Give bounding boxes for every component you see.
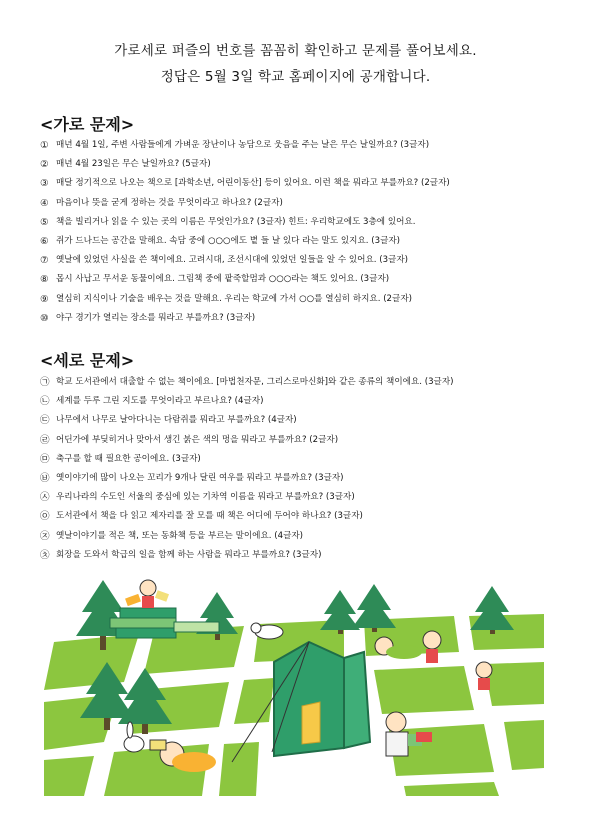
question-text: 마음이나 뜻을 굳게 정하는 것을 무엇이라고 하나요? (2글자) bbox=[56, 197, 283, 208]
question-text: 학교 도서관에서 대출할 수 없는 책이에요. [마법천자문, 그리스로마신화]와 같은 종류의 책이에요. (3글자) bbox=[56, 377, 454, 387]
question-text: 야구 경기가 열리는 장소를 뭐라고 부를까요? (3글자) bbox=[56, 312, 256, 323]
down-question bbox=[40, 411, 560, 430]
question-number: ⑧ bbox=[40, 274, 49, 286]
down-question bbox=[40, 527, 560, 546]
question-text: 나무에서 나무로 날아다니는 다람쥐를 뭐라고 부를까요? (4글자) bbox=[56, 415, 297, 426]
question-number: ㉣ bbox=[40, 434, 50, 446]
question-number: ㉨ bbox=[40, 530, 50, 542]
question-text: 옛날이야기를 적은 책, 또는 동화책 등을 부르는 말이에요. (4글자) bbox=[56, 530, 304, 541]
girl-on-books bbox=[125, 580, 169, 608]
down-question bbox=[40, 392, 560, 411]
across-question bbox=[40, 309, 560, 328]
question-number: ① bbox=[40, 140, 49, 151]
question-number: ㉦ bbox=[40, 492, 50, 504]
question-number: ㉧ bbox=[40, 511, 50, 523]
question-number: ㉥ bbox=[40, 473, 50, 485]
question-text: 매년 4월 23일은 무슨 날일까요? (5글자) bbox=[56, 159, 211, 170]
tree-icon bbox=[196, 592, 238, 640]
question-text: 열심히 지식이나 기술을 배우는 것을 말해요. 우리는 학교에 가서 ○○를 열심히 하지요. (2글자) bbox=[56, 293, 412, 304]
question-number: ③ bbox=[40, 178, 49, 190]
down-question bbox=[40, 373, 560, 392]
question-number: ㉤ bbox=[40, 453, 50, 465]
instructions-header bbox=[0, 38, 591, 90]
question-text: 몹시 사납고 무서운 동물이에요. 그림책 중에 팥죽할멈과 ○○○라는 책도 있어요. (3글자) bbox=[56, 274, 390, 285]
down-question bbox=[40, 431, 560, 450]
across-section-title: <가로 문제> bbox=[40, 115, 135, 134]
across-question bbox=[40, 232, 560, 251]
question-text: 매달 정기적으로 나오는 책으로 [과학소년, 어린이동산] 등이 있어요. 이런 책을 뭐라고 부를까요? (2글자) bbox=[56, 178, 450, 189]
question-text: 매년 4월 1일, 주변 사람들에게 가벼운 장난이나 농담으로 웃음을 주는 날은 무슨 날일까요? (3글자) bbox=[56, 140, 430, 150]
question-text: 축구를 할 때 필요한 공이에요. (3글자) bbox=[56, 453, 201, 464]
across-question bbox=[40, 155, 560, 174]
question-number: ⑥ bbox=[40, 236, 49, 248]
question-number: ㉠ bbox=[40, 377, 50, 388]
down-section-title: <세로 문제> bbox=[40, 351, 135, 370]
question-text: 옛날에 있었던 사실을 쓴 책이에요. 고려시대, 조선시대에 있었던 일들을 알 수 있어요. (3글자) bbox=[56, 255, 409, 266]
across-question bbox=[40, 270, 560, 289]
question-number: ㉡ bbox=[40, 396, 50, 408]
down-question bbox=[40, 507, 560, 526]
across-question bbox=[40, 194, 560, 213]
question-text: 우리나라의 수도인 서울의 중심에 있는 기차역 이름을 뭐라고 부를까요? (3글자) bbox=[56, 492, 355, 503]
question-text: 도서관에서 책을 다 읽고 제자리를 잘 모를 때 책은 어디에 두어야 하나요? (3글자) bbox=[56, 511, 363, 522]
question-number: ④ bbox=[40, 197, 49, 209]
question-number: ⑩ bbox=[40, 312, 49, 324]
question-text: 책을 빌리거나 읽을 수 있는 곳의 이름은 무엇인가요? (3글자) 힌트: 우리학교에도 3층에 있어요. bbox=[56, 216, 416, 227]
across-question bbox=[40, 251, 560, 270]
reading-park-illustration bbox=[44, 572, 544, 796]
across-question bbox=[40, 136, 560, 155]
across-question bbox=[40, 213, 560, 232]
down-question bbox=[40, 469, 560, 488]
question-text: 세계를 두루 그린 지도를 무엇이라고 부르나요? (4글자) bbox=[56, 396, 264, 407]
question-number: ⑨ bbox=[40, 293, 49, 305]
across-question bbox=[40, 174, 560, 193]
question-number: ⑤ bbox=[40, 216, 49, 228]
question-text: 옛이야기에 많이 나오는 꼬리가 9개나 달린 여우를 뭐라고 부를까요? (3글자) bbox=[56, 473, 344, 484]
across-question-list bbox=[40, 136, 560, 328]
down-question-list bbox=[40, 373, 560, 565]
down-question bbox=[40, 546, 560, 565]
question-number: ㉢ bbox=[40, 415, 50, 427]
question-number: ② bbox=[40, 159, 49, 171]
tree-icon bbox=[470, 586, 514, 634]
down-question bbox=[40, 450, 560, 469]
instruction-line-1: 가로세로 퍼즐의 번호를 꼼꼼히 확인하고 문제를 풀어보세요. bbox=[114, 43, 477, 59]
tree-icon bbox=[352, 584, 396, 632]
question-text: 어딘가에 부딪히거나 맞아서 생긴 붉은 색의 멍을 뭐라고 부를까요? (2글자) bbox=[56, 434, 339, 445]
question-text: 쥐가 드나드는 공간을 말해요. 속담 중에 ○○○에도 볕 들 날 있다 라는 말도 있지요. (3글자) bbox=[56, 236, 401, 247]
instruction-line-2: 정답은 5월 3일 학교 홈페이지에 공개합니다. bbox=[160, 69, 431, 85]
question-number: ⑦ bbox=[40, 255, 49, 267]
across-question bbox=[40, 290, 560, 309]
question-text: 회장을 도와서 학급의 일을 함께 하는 사람을 뭐라고 부를까요? (3글자) bbox=[56, 549, 322, 560]
down-question bbox=[40, 488, 560, 507]
question-number: ㉩ bbox=[40, 549, 50, 561]
